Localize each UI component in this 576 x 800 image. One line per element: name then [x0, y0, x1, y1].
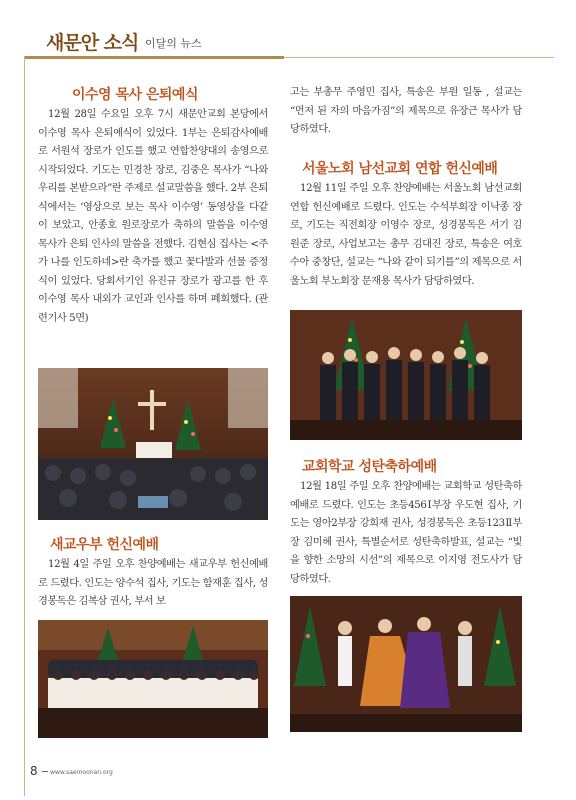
- article-body-christmas: 12월 18일 주일 오후 찬양예배는 교회학교 성탄축하예배로 드렸다. 인도는 초등456Ⅰ부장 우도현 집사, 기도는 영아2부장 강희재 권사, 성경봉독은 초등123Ⅱ부장 김미혜 권사, 특별순서로 성탄축하발표, 설교는 “빛을 향한 소망의 시선”의 제목으로 이지영 전도사가 담당하였다.: [290, 481, 522, 585]
- article-body-seoul-presbytery: 12월 11일 주일 오후 찬양예배는 서울노회 남선교회 연합 헌신예배로 드렸다. 인도는 수석부회장 이낙종 장로, 기도는 직전회장 이영수 장로, 성경봉독은 서기 김원준 장로, 사업보고는 총무 김대진 장로, 특송은 여호수아 중창단, 설교는 “나와 같이 되기를”의 제목으로 서울노회 부노회장 문재용 목사가 담당하였다.: [290, 183, 522, 287]
- article-body-newcomers-part2: 고는 부총무 주영민 집사, 특송은 부원 일동 , 설교는 “먼저 된 자의 마음가짐”의 제목으로 유장근 목사가 담당하였다.: [290, 87, 522, 135]
- page-number: 8: [30, 764, 38, 778]
- article-title-retirement: 이수영 목사 은퇴예식: [72, 87, 198, 103]
- section-subtitle: 이달의 뉴스: [145, 37, 202, 50]
- header-rule: [24, 56, 284, 59]
- article-body-newcomers-part1: 12월 4일 주일 오후 찬양예배는 새교우부 헌신예배로 드렸다. 인도는 양수석 집사, 기도는 함재훈 집사, 성경봉독은 김복삼 권사, 부서 보: [38, 559, 268, 607]
- section-title: 새문안 소식: [46, 32, 139, 54]
- header-rule-thin: [284, 57, 554, 58]
- footer-website: www.saemoonan.org: [50, 769, 113, 776]
- side-rule: [24, 56, 25, 796]
- photo-retirement-ceremony: [38, 368, 268, 520]
- photo-christmas-play: [290, 596, 522, 732]
- page-header: [0, 0, 576, 60]
- footer-divider: [42, 771, 48, 772]
- article-title-christmas: 교회학교 성탄축하예배: [302, 459, 437, 475]
- article-body-retirement: 12월 28일 수요일 오후 7시 새문안교회 본당에서 이수영 목사 은퇴예식이 있었다. 1부는 은퇴감사예배로 서원석 장로가 인도를 했고 연합찬양대의 송영으로 시작되었다. 기도는 민경찬 장로, 김중은 목사가 “나와 우리를 본받으라”란 주제로 설교말씀을 했다. 2부 은퇴식에서는 ‘영상으로 보는 목사 이수영’ 동영상을 다같이 보았고, 안종호 원로장로가 축하의 말씀을 이수영 목사가 은퇴 인사의 말씀을 전했다. 김현심 집사는 <주가 나를 인도하네>란 축가를 했고 꽃다발과 선물 증정식이 있었다. 당회서기인 유진규 장로가 광고를 한 후 이수영 목사 내외가 교인과 인사를 하며 폐회했다. (관련기사 5면): [38, 109, 268, 324]
- article-title-seoul-presbytery: 서울노회 남선교회 연합 헌신예배: [302, 161, 498, 177]
- photo-newcomers-choir: [38, 620, 268, 738]
- article-title-newcomers: 새교우부 헌신예배: [50, 537, 159, 553]
- photo-mens-ensemble: [290, 310, 522, 440]
